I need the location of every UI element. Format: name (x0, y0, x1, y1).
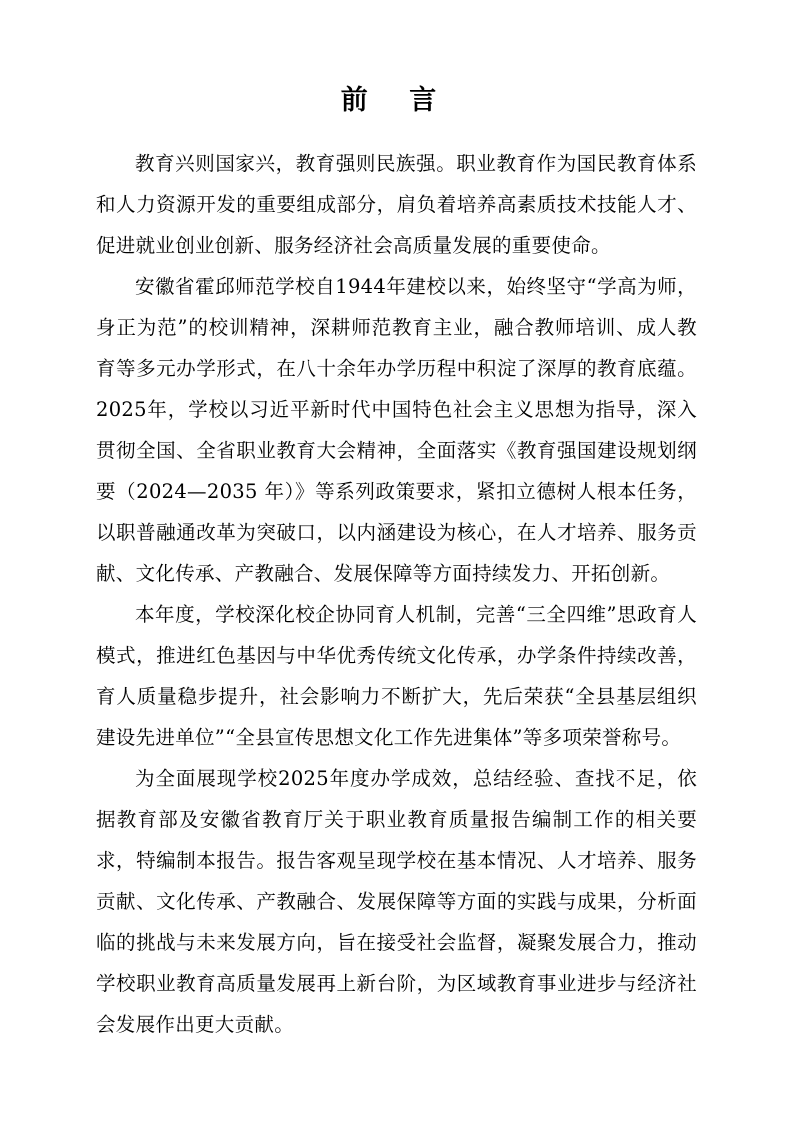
paragraph: 安徽省霍邱师范学校自1944年建校以来，始终坚守“学高为师，身正为范”的校训精神，深耕师范教育主业，融合教师培训、成人教育等多元办学形式，在八十余年办学历程中积淀了深厚的教育底蕴。2025年，学校以习近平新时代中国特色社会主义思想为指导，深入贯彻全国、全省职业教育大会精神，全面落实《教育强国建设规划纲要（2024—2035 年）》等系列政策要求，紧扣立德树人根本任务，以职普融通改革为突破口，以内涵建设为核心，在人才培养、服务贡献、文化传承、产教融合、发展保障等方面持续发力、开拓创新。 (96, 275, 697, 585)
page-title: 前 言 (340, 85, 453, 116)
document-body (96, 143, 697, 1045)
paragraph: 为全面展现学校2025年度办学成效，总结经验、查找不足，依据教育部及安徽省教育厅关于职业教育质量报告编制工作的相关要求，特编制本报告。报告客观呈现学校在基本情况、人才培养、服务贡献、文化传承、产教融合、发展保障等方面的实践与成果，分析面临的挑战与未来发展方向，旨在接受社会监督，凝聚发展合力，推动学校职业教育高质量发展再上新台阶，为区域教育事业进步与经济社会发展作出更大贡献。 (96, 767, 697, 1036)
paragraph: 本年度，学校深化校企协同育人机制，完善“三全四维”思政育人模式，推进红色基因与中华优秀传统文化传承，办学条件持续改善，育人质量稳步提升，社会影响力不断扩大，先后荣获“全县基层组织建设先进单位”“全县宣传思想文化工作先进集体”等多项荣誉称号。 (96, 603, 697, 749)
paragraph: 教育兴则国家兴，教育强则民族强。职业教育作为国民教育体系和人力资源开发的重要组成部分，肩负着培养高素质技术技能人才、促进就业创业创新、服务经济社会高质量发展的重要使命。 (96, 152, 697, 257)
